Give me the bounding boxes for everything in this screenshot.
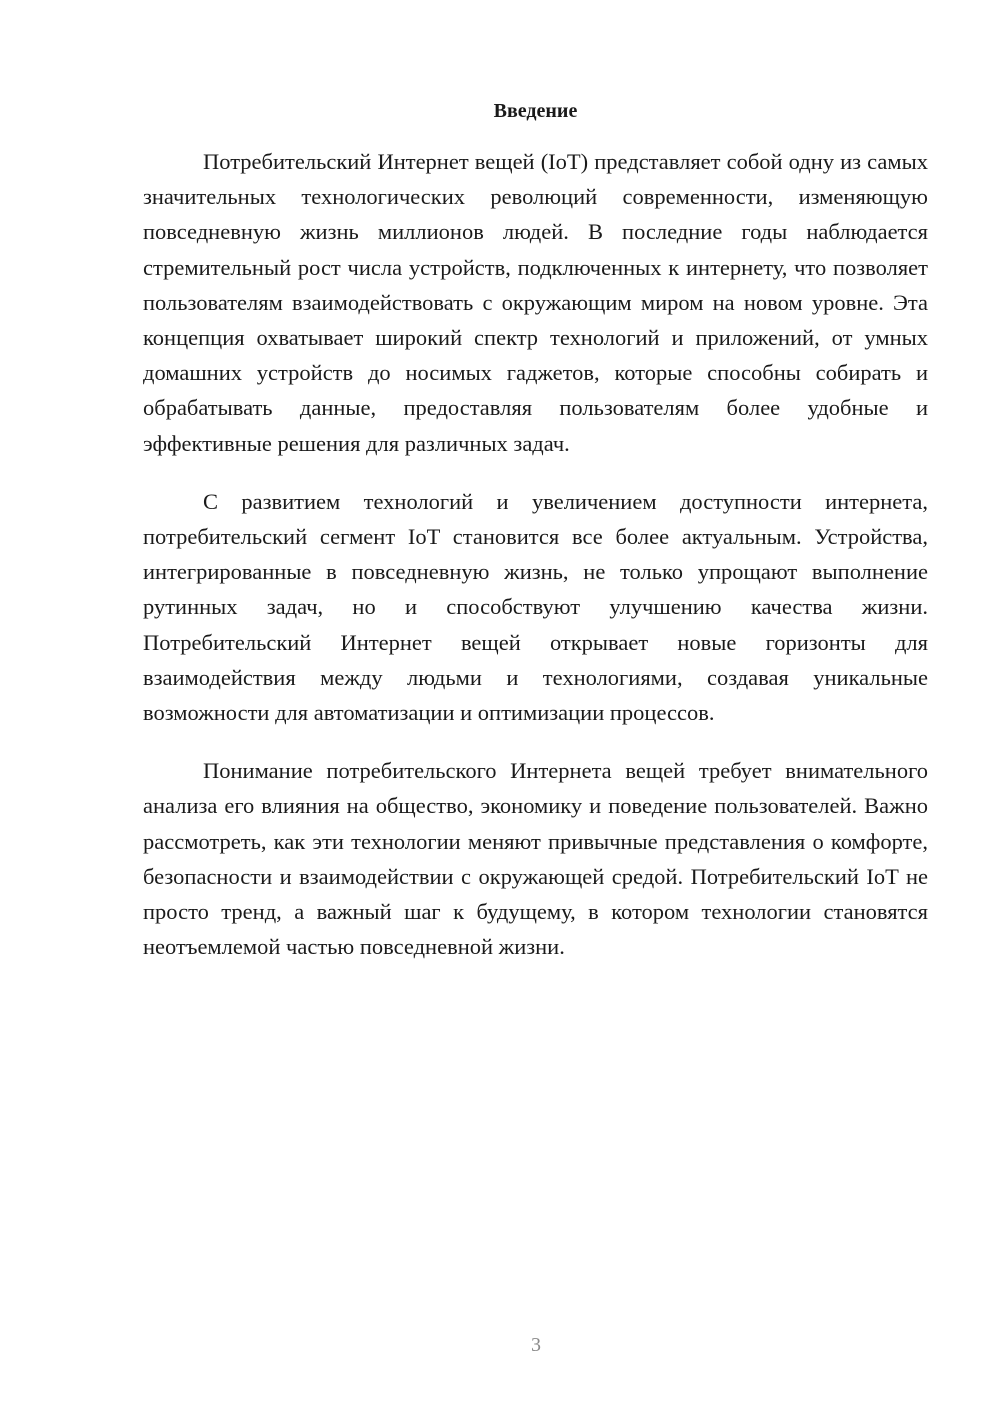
section-heading: Введение — [493, 100, 578, 122]
paragraph-2: С развитием технологий и увеличением доступности интернета, потребительский сегмент IoT становится все более актуальным. Устройства, интегрированные в повседневную жизнь, не только упрощают выполнение рутинных задач, но и способствуют улучшению качества жизни. Потребительский Интернет вещей открывает новые горизонты для взаимодействия между людьми и технологиями, создавая уникальные возможности для автоматизации и оптимизации процессов. — [143, 488, 928, 726]
paragraph-1: Потребительский Интернет вещей (IoT) представляет собой одну из самых значительных технологических революций современности, изменяющую повседневную жизнь миллионов людей. В последние годы наблюдается стремительный рост числа устройств, подключенных к интернету, что позволяет пользователям взаимодействовать с окружающим миром на новом уровне. Эта концепция охватывает широкий спектр технологий и приложений, от умных домашних устройств до носимых гаджетов, которые способны собирать и обрабатывать данные, предоставляя пользователям более удобные и эффективные решения для различных задач. — [143, 149, 928, 456]
paragraph-3: Понимание потребительского Интернета вещей требует внимательного анализа его влияния на общество, экономику и поведение пользователей. Важно рассмотреть, как эти технологии меняют привычные представления о комфорте, безопасности и взаимодействии с окружающей средой. Потребительский IoT не просто тренд, а важный шаг к будущему, в котором технологии становятся неотъемлемой частью повседневной жизни. — [143, 758, 928, 960]
page-number: 3 — [531, 1334, 541, 1356]
page-content — [143, 96, 928, 987]
